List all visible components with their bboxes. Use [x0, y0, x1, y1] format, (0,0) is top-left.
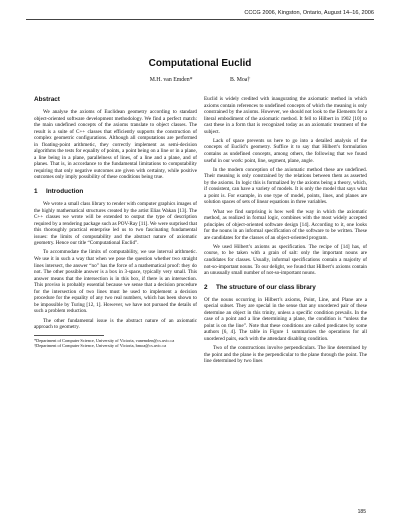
section-number: 1 — [34, 188, 38, 196]
section-heading — [204, 284, 367, 292]
body-paragraph: We wrote a small class library to render with computer graphics images of the highly mathematical structures created by the artist Elias Wakan [13]. The C++ classes we wrote will be extended to output the type of description required by a rendering package such as POV-Ray [11]. We were surprised that this thoroughly practical enterprise led us to two fascinating fundamental issues: the limits of computability and the abstract nature of axiomatic geometry. Hence our title “Computational Euclid”. — [34, 201, 197, 247]
author-list — [0, 77, 400, 83]
section-heading — [34, 188, 197, 196]
body-paragraph: In the modern conception of the axiomatic method these are undefined. Their meaning is only constrained by the relations between them as asserted by the axioms. In logic this is formalized by the axioms being a theory, which, if consistent, can have a variety of models. It is only the model that says what a point is. For example, in one type of model, points, lines, and planes are solution spaces of sets of linear equations in three variables. — [204, 166, 367, 206]
body-paragraph: To accommodate the limits of computability, we use interval arithmetic. We use it in such a way that when we pose the question whether two straight lines intersect, the answer “no” has the force of a mathematical proof: they do not. The other possible answer is a box in 3-space, typically very small. This answer means that the intersection is in this box, if there is an intersection. This proviso is probably essential because we sense that a decision procedure for the intersection of two lines must be used to implement a decision procedure for the equality of any two real numbers, which has been shown to be impossible by Turing [12, 1]. However, we have not pursued the details of such a problem reduction. — [34, 249, 197, 315]
running-header: CCCG 2006, Kingston, Ontario, August 14–16, 2006 — [26, 10, 374, 20]
section-heading — [34, 96, 197, 104]
footnotes — [34, 335, 175, 349]
left-column — [34, 96, 197, 348]
section-title: The structure of our class library — [216, 283, 316, 291]
body-paragraph: What we find surprising is how well the way in which the axiomatic method, as realized in formal logic, combines with the most widely accepted principles of object-oriented software design [14]. According to it, one looks for the nouns in an informal specification of the software to be written. These are candidates for the classes of an object-oriented program. — [204, 208, 367, 241]
body-paragraph: Euclid is widely credited with inaugurating the axiomatic method in which axioms contain references to undefined concepts of which the meaning is only constrained by the axioms. However, we should not look to the Elements for a literal embodiment of the axiomatic method. It fell to Hilbert in 1902 [10] to cast these in a form that is recognized today as an axiomatic treatment of the subject. — [204, 96, 367, 135]
body-paragraph: Of the nouns occurring in Hilbert’s axioms, Point, Line, and Plane are a special subset. They are special in the sense that any unordered pair of these determine an object in this trinity, unless a specific condition prevails. In the case of a point and a line determining a plane, the condition is “unless the point is on the line”. Note that these conditions are called predicates by some authors [6, 4]. The table in Figure 1 summarizes the operations for all unordered pairs, each with the attendant disabling condition. — [204, 296, 367, 342]
section-title: Introduction — [46, 188, 84, 196]
body-paragraph: We used Hilbert’s axioms as specification. The recipe of [14] has, of course, to be taken with a grain of salt: only the important nouns are candidates for classes. Usually, informal specifications contain a majority of not-so-important nouns. To our delight, we found that Hilbert’s axioms contain an unusually small number of not-so-important nouns. — [204, 243, 367, 277]
footnote-line: †Department of Computer Science, University of Victoria, bmoa@cs.uvic.ca — [34, 342, 167, 348]
body-paragraph: We analyse the axioms of Euclidean geometry according to standard object-oriented software development methodology. We find a perfect match: the main undefined concepts of the axioms translate to object classes. The result is a suite of C++ classes that efficiently supports the construction of complex geometric configurations. Although all computations are performed in floating-point arithmetic, they correctly implement as semi-decision algorithms the tests for equality of points, a point being on a line or in a plane, a line being in a plane, parallelness of lines, of a line and a plane, and of planes. That is, in accordance to the fundamental limitations to computability requiring that only negative outcomes are given with certainty, while positive outcomes only imply possibility of these conditions being true. — [34, 109, 197, 181]
section-title: Abstract — [34, 96, 60, 103]
body-paragraph: Two of the constructions involve perpendiculars. The line determined by the point and the plane is the perpendicular to the plane through the point. The line determined by two lines — [204, 345, 367, 365]
body-paragraph: The other fundamental issue is the abstract nature of an axiomatic approach to geometry. — [34, 317, 197, 331]
body-paragraph: Lack of space prevents us here to go into a detailed analysis of the concepts of Euclid’s geometry. Suffice it to say that Hilbert’s formulation contains as undefined concepts, among others, the following that we found useful in our work: point, line, segment, plane, angle. — [204, 137, 367, 164]
footnote-line: *Department of Computer Science, University of Victoria, vanemden@cs.uvic.ca — [34, 337, 175, 343]
author-name: B. Moa† — [229, 77, 251, 83]
right-column — [204, 96, 367, 365]
paper-title: Computational Euclid — [148, 58, 252, 69]
author-name: M.H. van Emden* — [149, 77, 193, 83]
page-number: 185 — [357, 509, 366, 515]
section-number: 2 — [204, 283, 208, 291]
